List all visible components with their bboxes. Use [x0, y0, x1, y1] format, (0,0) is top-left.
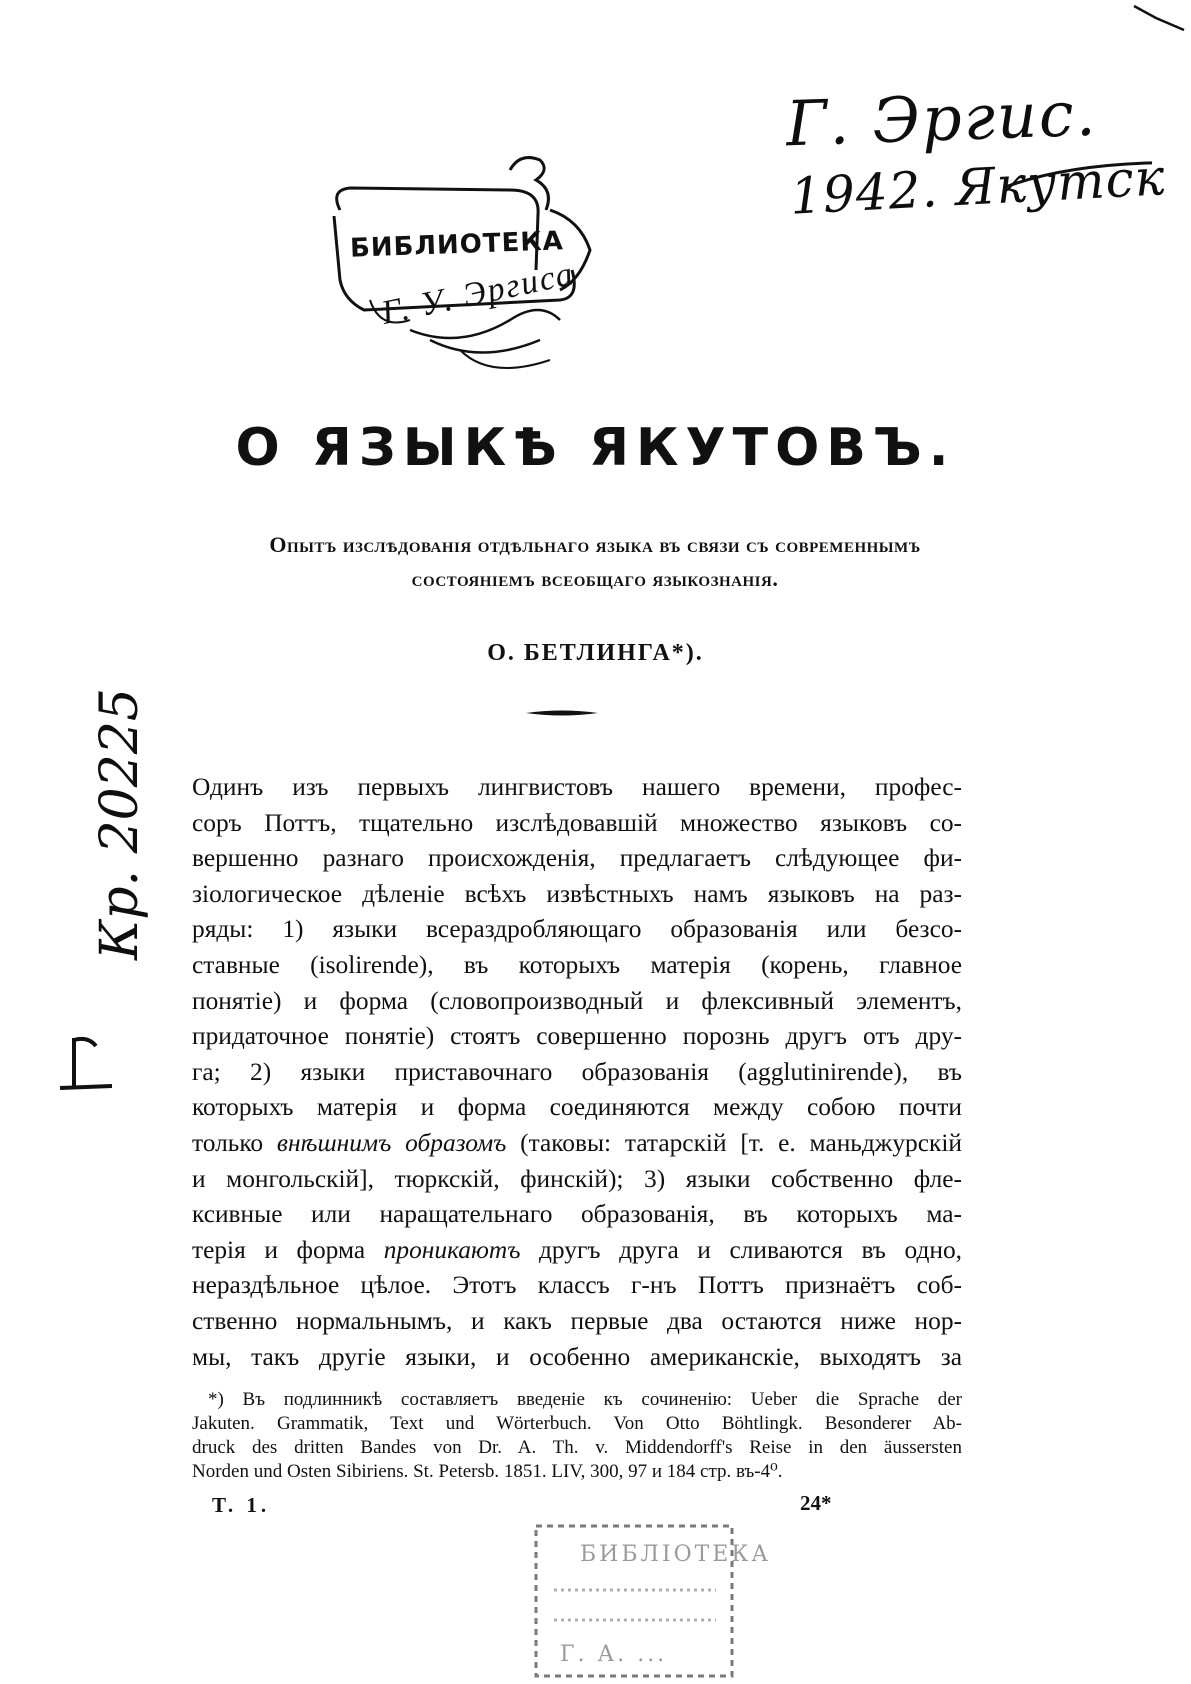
page-number: 24* — [800, 1491, 832, 1515]
separator-rule — [524, 708, 600, 718]
text-segment: (таковы: татарскій [т. е. маньджурскій — [506, 1128, 962, 1157]
handwritten-side-mark — [56, 1030, 116, 1100]
handwritten-date-place — [789, 148, 1167, 226]
footnote-line: Norden und Osten Sibiriens. St. Petersb. 1851. LIV, 300, 97 и 184 стр. въ-4⁰. — [192, 1461, 783, 1482]
text-line: нераздѣльное цѣлое. Этотъ классъ г-нъ Поттъ признаётъ соб- — [192, 1271, 962, 1300]
text-line: которыхъ матерія и форма соединяются между собою почти — [192, 1093, 962, 1122]
text-line: ряды: 1) языки всераздробляющаго образованія или безсо- — [192, 915, 962, 944]
text-line: ставные (isolirende), въ которыхъ матерія (корень, главное — [192, 950, 962, 979]
handwritten-owner-name: Г. Эргис. — [784, 76, 1099, 161]
text-segment: только — [192, 1128, 277, 1157]
bottom-library-stamp — [530, 1520, 772, 1680]
page-title: О ЯЗЫКѢ ЯКУТОВЪ. — [235, 418, 956, 478]
footnote — [192, 1388, 962, 1484]
signature-mark: Т. 1. — [212, 1493, 271, 1517]
handwritten-date-text: 1942. Якутск — [788, 148, 1167, 226]
handwritten-catalog-text: Кр. 20225 — [90, 687, 150, 960]
text-segment: другъ друга и сливаются въ одно, — [520, 1235, 962, 1264]
stamp-owner: Г. У. Эргиса — [378, 255, 578, 333]
text-line: ственно нормальнымъ, и какъ первые два остаются ниже нор- — [192, 1306, 962, 1335]
author-line: О. БЕТЛИНГА*). — [487, 640, 704, 666]
italic-phrase: проникаютъ — [383, 1235, 521, 1264]
text-line: и монгольскій], тюркскій, финскій); 3) языки собственно фле- — [192, 1164, 962, 1193]
corner-pen-stroke-icon — [1128, 4, 1188, 32]
text-line: соръ Поттъ, тщательно изслѣдовавшій множество языковъ со- — [192, 808, 962, 837]
text-line: придаточное понятіе) стоятъ совершенно порознь другъ отъ дру- — [192, 1022, 962, 1051]
text-line: зіологическое дѣленіе всѣхъ извѣстныхъ намъ языковъ на раз- — [192, 879, 962, 908]
italic-phrase: внѣшнимъ образомъ — [276, 1128, 507, 1157]
stamp-ornament-icon — [310, 150, 620, 380]
text-line: понятіе) и форма (словопроизводный и флексивный элементъ, — [192, 986, 962, 1015]
bottom-stamp-line: Г. А. ... — [560, 1642, 668, 1667]
subtitle-line: Опытъ изслѣдованія отдѣльнаго языка въ связи съ современнымъ — [269, 532, 921, 557]
text-line: га; 2) языки приставочнаго образованія (agglutinirende), въ — [192, 1057, 962, 1086]
text-line: вершенно разнаго происхожденія, предлагаетъ слѣдующее фи- — [192, 844, 962, 873]
text-line — [192, 1126, 962, 1162]
text-line — [192, 1233, 962, 1269]
handwritten-catalog-number — [38, 687, 178, 960]
bottom-stamp-line: БИБЛІОТЕКА — [580, 1542, 772, 1567]
text-segment: терія и форма — [192, 1235, 384, 1264]
subtitle — [180, 528, 1010, 596]
body-paragraph — [192, 770, 962, 1375]
subtitle-line: состояніемъ всеобщаго языкознанія. — [411, 566, 779, 591]
text-line: мы, такъ другіе языки, и особенно американскіе, выходятъ за — [192, 1342, 962, 1371]
footnote-line: *) Въ подлинникѣ составляетъ введеніе къ сочиненію: Ueber die Sprache der — [208, 1389, 962, 1410]
text-line: ксивные или наращательнаго образованія, въ которыхъ ма- — [192, 1200, 962, 1229]
side-mark-stroke-icon — [56, 1030, 116, 1100]
stamp-title: БИБЛИОТЕКА — [349, 226, 565, 264]
text-line: Одинъ изъ первыхъ лингвистовъ нашего времени, профес- — [192, 773, 962, 801]
footnote-line: druck des dritten Bandes von Dr. A. Th. v. Middendorff's Reise in den äussersten — [192, 1437, 962, 1458]
footnote-line: Jakuten. Grammatik, Text und Wörterbuch. Von Otto Böhtlingk. Besonderer Ab- — [192, 1413, 962, 1434]
library-stamp — [310, 150, 620, 380]
